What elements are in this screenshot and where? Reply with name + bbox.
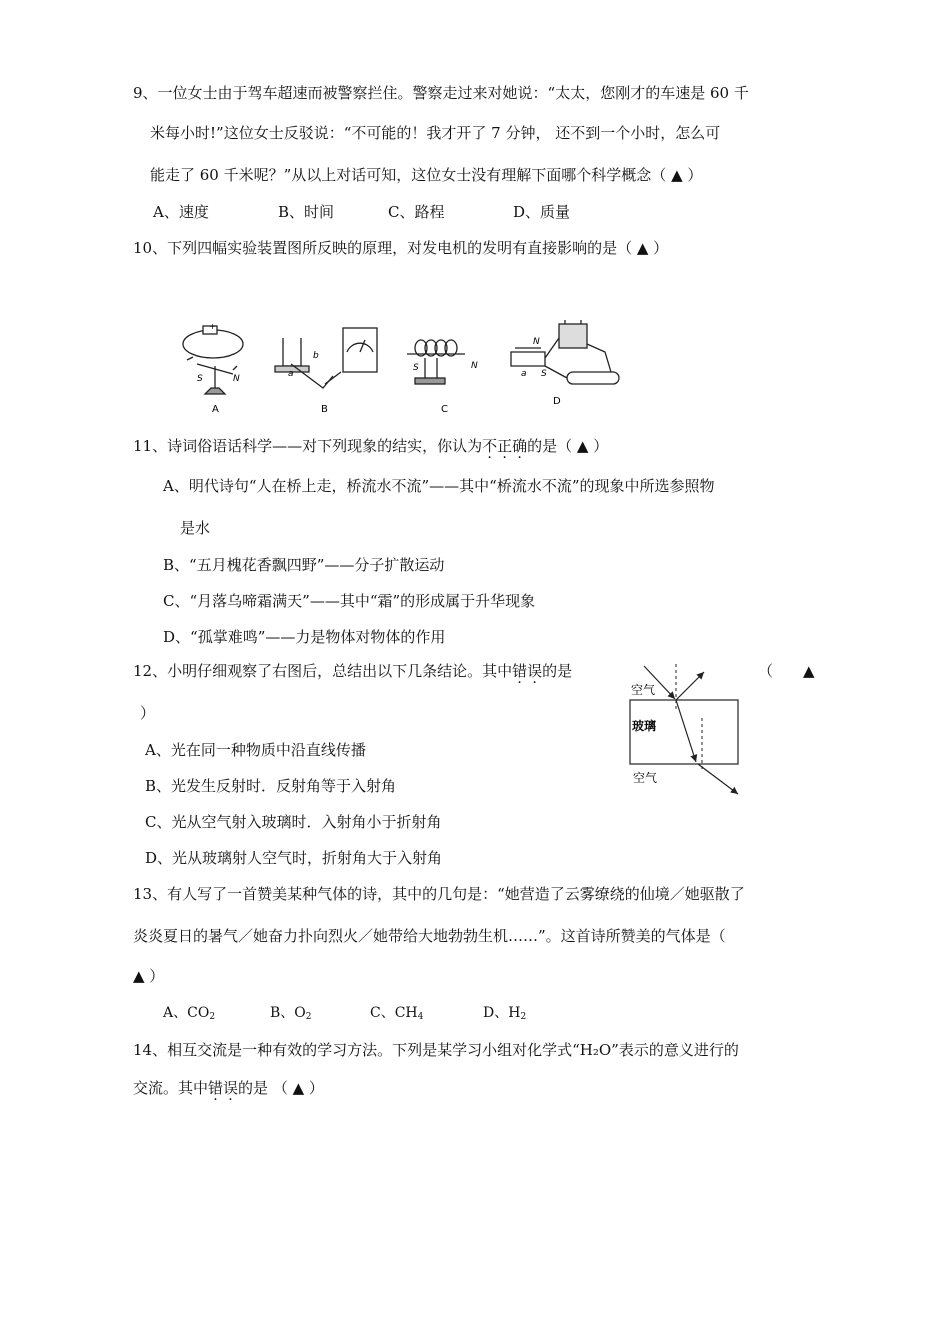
figure-d-n: N	[533, 337, 540, 347]
q13-option-b: B、$O_2$	[270, 1005, 312, 1022]
label-glass: 玻璃	[632, 719, 657, 733]
figure-d-motor	[511, 320, 619, 384]
q12-paren-open: （	[758, 662, 774, 680]
q12-paren-close: ）	[140, 704, 156, 722]
q11-option-a-line1: A、明代诗句“人在桥上走，桥流水不流”——其中“桥流水不流”的现象中所选参照物	[163, 477, 715, 495]
q13-option-d: D、$H_2$	[483, 1005, 527, 1022]
figure-b-label: B	[321, 404, 328, 415]
q13-option-a: A、$CO_2$	[163, 1005, 216, 1022]
figure-a-s: S	[197, 374, 203, 384]
q14-line1: 14、相互交流是一种有效的学习方法。下列是某学习小组对化学式“H₂O”表示的意义进行的	[133, 1041, 739, 1059]
q14-line2: 交流。其中错误的是 （ ▲ ）	[133, 1079, 324, 1097]
q9-line3: 能走了 60 千米呢？”从以上对话可知，这位女士没有理解下面哪个科学概念（ ▲ ）	[150, 166, 703, 184]
q12-option-d: D、光从玻璃射人空气时，折射角大于入射角	[145, 849, 443, 867]
q9-option-d: D、质量	[513, 203, 571, 221]
label-air-top: 空气	[631, 683, 656, 697]
figure-d-s: S	[541, 369, 547, 379]
q11-option-b: B、“五月槐花香飘四野”——分子扩散运动	[163, 556, 445, 574]
figure-c-s: S	[413, 363, 419, 373]
q12-option-c: C、光从空气射入玻璃时．入射角小于折射角	[145, 813, 442, 831]
q13-line2: 炎炎夏日的暑气／她奋力扑向烈火／她带给大地勃勃生机……”。这首诗所赞美的气体是（	[133, 927, 726, 945]
q10-line1: 10、下列四幅实验装置图所反映的原理，对发电机的发明有直接影响的是（ ▲ ）	[133, 239, 669, 257]
figure-b-b: b	[313, 351, 319, 361]
q12-line1: 12、小明仔细观察了右图后，总结出以下几条结论。其中错误的是	[133, 662, 573, 680]
figure-d-a: a	[521, 369, 527, 379]
q9-line1: 9、一位女士由于驾车超速而被警察拦住。警察走过来对她说：“太太，您刚才的车速是 60 千	[133, 84, 749, 102]
q11-line1: 11、诗词俗语话科学——对下列现象的结实，你认为不正确的是（ ▲ ）	[133, 437, 609, 455]
q13-line1: 13、有人写了一首赞美某种气体的诗，其中的几句是：“她营造了云雾缭绕的仙境／她驱散了	[133, 885, 745, 903]
figure-b-induction	[275, 328, 377, 388]
q12-option-b: B、光发生反射时．反射角等于入射角	[145, 777, 397, 795]
q12-refraction-figure	[628, 662, 748, 802]
figure-a-n: N	[233, 374, 240, 384]
q9-option-b: B、时间	[278, 203, 335, 221]
q12-option-a: A、光在同一种物质中沿直线传播	[145, 741, 366, 759]
q10-apparatus-figure	[175, 318, 625, 418]
q9-line2: 米每小时!”这位女士反驳说：“不可能的！我才开了 7 分钟， 还不到一个小时，怎么可	[150, 124, 721, 142]
figure-a-plus: +	[209, 322, 216, 331]
q12-triangle: ▲	[803, 662, 815, 680]
figure-d-label: D	[553, 396, 561, 407]
q13-option-c: C、$CH_4$	[370, 1005, 424, 1022]
q11-option-a-line2: 是水	[180, 519, 211, 537]
q11-option-c: C、“月落乌啼霜满天”——其中“霜”的形成属于升华现象	[163, 592, 536, 610]
figure-b-a: a	[288, 369, 294, 379]
q13-line3: ▲ ）	[133, 967, 165, 985]
q11-option-d: D、“孤掌难鸣”——力是物体对物体的作用	[163, 628, 446, 646]
q9-option-c: C、路程	[388, 203, 445, 221]
q9-option-a: A、速度	[153, 203, 209, 221]
figure-a-label: A	[212, 404, 219, 415]
label-air-bottom: 空气	[633, 771, 658, 785]
figure-c-coil	[407, 340, 465, 384]
figure-c-n: N	[471, 361, 478, 371]
figure-c-label: C	[441, 404, 448, 415]
